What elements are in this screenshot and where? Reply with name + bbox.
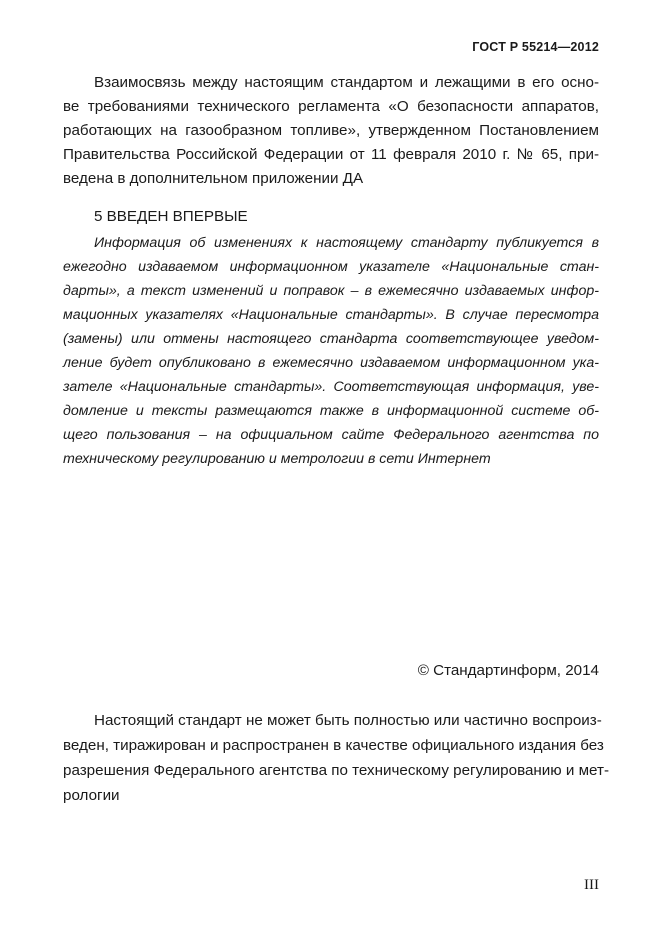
paragraph-line: разрешения Федерального агентства по техническому регулированию и мет- [63,762,609,779]
paragraph-line: Взаимосвязь между настоящим стандартом и лежащими в его осно- [94,74,599,91]
paragraph-line: мационных указателях «Национальные стандарты». В случае пересмотра [63,307,599,323]
paragraph-line: Правительства Российской Федерации от 11 февраля 2010 г. № 65, при- [63,146,599,163]
paragraph-line: Информация об изменениях к настоящему стандарту публикуется в [94,235,599,251]
paragraph-line: ежегодно издаваемом информационном указателе «Национальные стан- [63,259,599,275]
standard-code-header: ГОСТ Р 55214—2012 [472,40,599,54]
section-5-heading: 5 ВВЕДЕН ВПЕРВЫЕ [94,208,248,225]
paragraph-line: ве требованиями технического регламента «О безопасности аппаратов, [63,98,599,115]
paragraph-line: работающих на газообразном топливе», утвержденном Постановлением [63,122,599,139]
copyright-notice: © Стандартинформ, 2014 [417,662,599,679]
paragraph-line: домление и тексты размещаются также в информационной системе об- [63,403,599,419]
paragraph-line: зателе «Национальные стандарты». Соответствующая информация, уве- [63,379,599,395]
paragraph-line: щего пользования – на официальном сайте Федерального агентства по [63,427,599,443]
paragraph-line: Настоящий стандарт не может быть полностью или частично воспроиз- [94,712,602,729]
paragraph-line: (замены) или отмены настоящего стандарта соответствующее уведом- [63,331,599,347]
paragraph-line: ление будет опубликовано в ежемесячно издаваемом информационном ука- [63,355,599,371]
paragraph-line: техническому регулированию и метрологии в сети Интернет [63,451,491,467]
page-number: III [584,877,599,893]
paragraph-line: дарты», а текст изменений и поправок – в ежемесячно издаваемых инфор- [63,283,599,299]
paragraph-line: рологии [63,787,120,804]
paragraph-line: веден, тиражирован и распространен в качестве официального издания без [63,737,604,754]
paragraph-line: ведена в дополнительном приложении ДА [63,170,364,187]
